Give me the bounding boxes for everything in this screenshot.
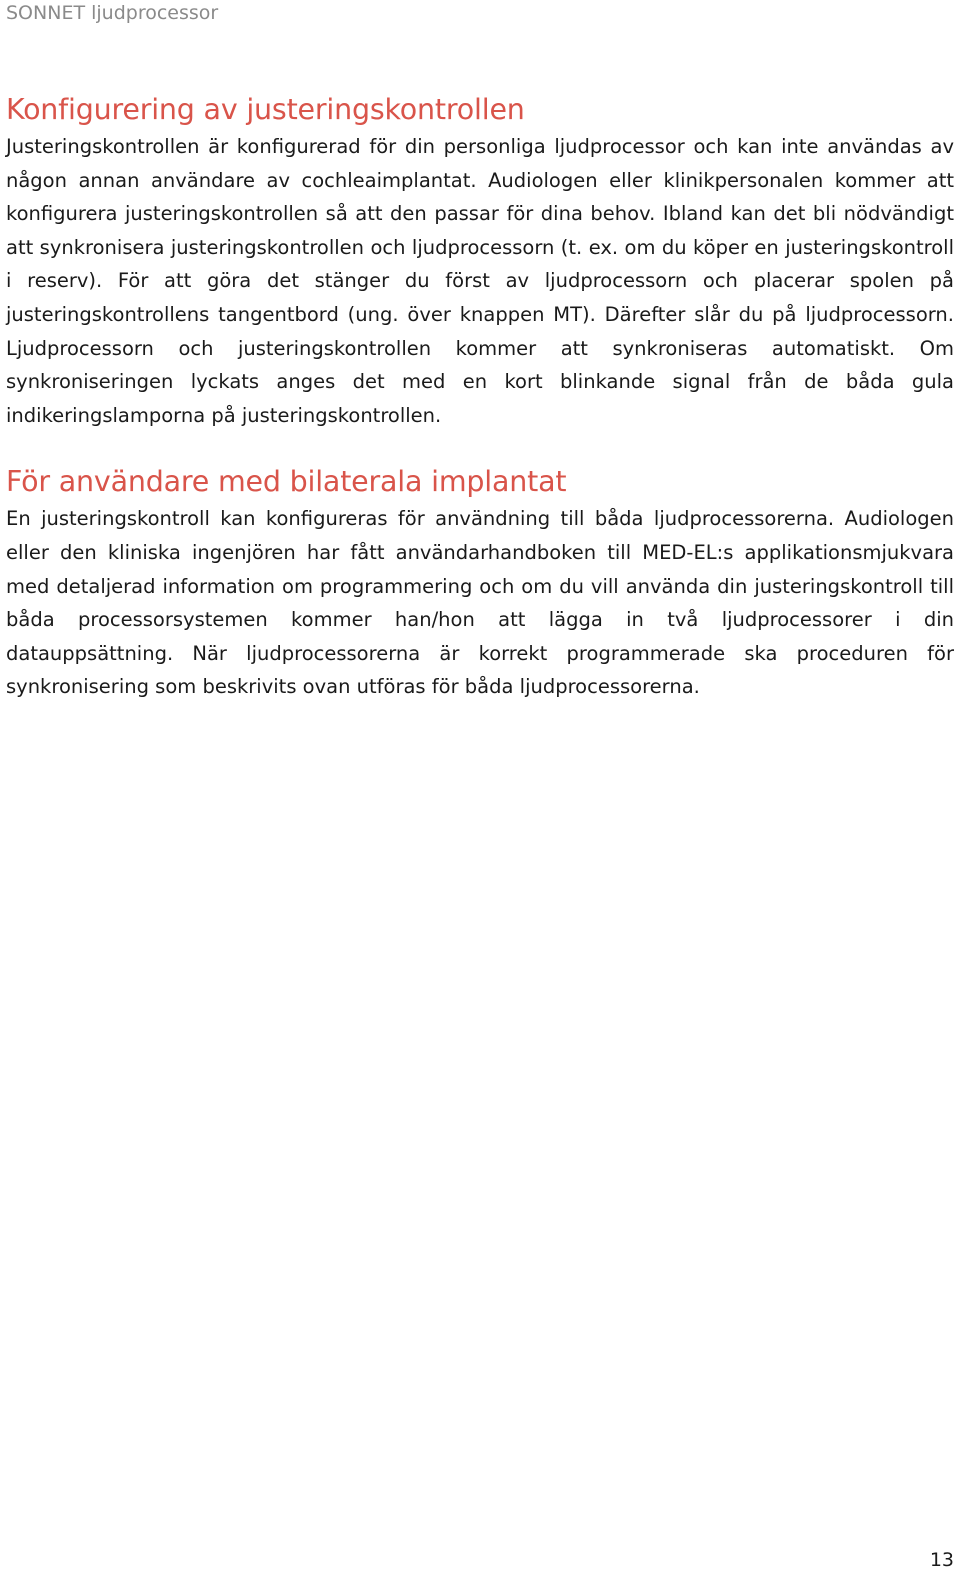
section-bilateral (6, 462, 954, 704)
document-content (6, 90, 954, 704)
section-heading: För användare med bilaterala implantat (6, 465, 567, 499)
page-number: 13 (929, 1549, 954, 1571)
running-header: SONNET ljudprocessor (6, 2, 219, 24)
section-paragraph: En justeringskontroll kan konfigureras för användning till båda ljudprocessorerna. Audiologen eller den kliniska ingenjören har fått användarhandboken till MED-EL:s applikationsmjukvara med detaljerad information om programmering och om du vill använda din justeringskontroll till båda processorsystemen kommer han/hon att lägga in två ljudprocessorer i din datauppsättning. När ljudprocessorerna är korrekt programmerade ska proceduren för synkronisering som beskrivits ovan utföras för båda ljudprocessorerna. (6, 507, 954, 699)
section-heading: Konfigurering av justeringskontrollen (6, 93, 525, 126)
section-configuration (6, 90, 954, 432)
section-paragraph: Justeringskontrollen är konfigurerad för din personliga ljudprocessor och kan inte användas av någon annan användare av cochleaimplantat. Audiologen eller klinikpersonalen kommer att konfigurera justeringskontrollen så att den passar för dina behov. Ibland kan det bli nödvändigt att synkronisera justeringskontrollen och ljudprocessorn (t. ex. om du köper en justeringskontroll i reserv). För att göra det stänger du först av ljudprocessorn och placerar spolen på justeringskontrollens tangentbord (ung. över knappen MT). Därefter slår du på ljudprocessorn. Ljudprocessorn och justeringskontrollen kommer att synkroniseras automatiskt. Om synkroniseringen lyckats anges det med en kort blinkande signal från de båda gula indikeringslamporna på justeringskontrollen. (6, 135, 954, 427)
